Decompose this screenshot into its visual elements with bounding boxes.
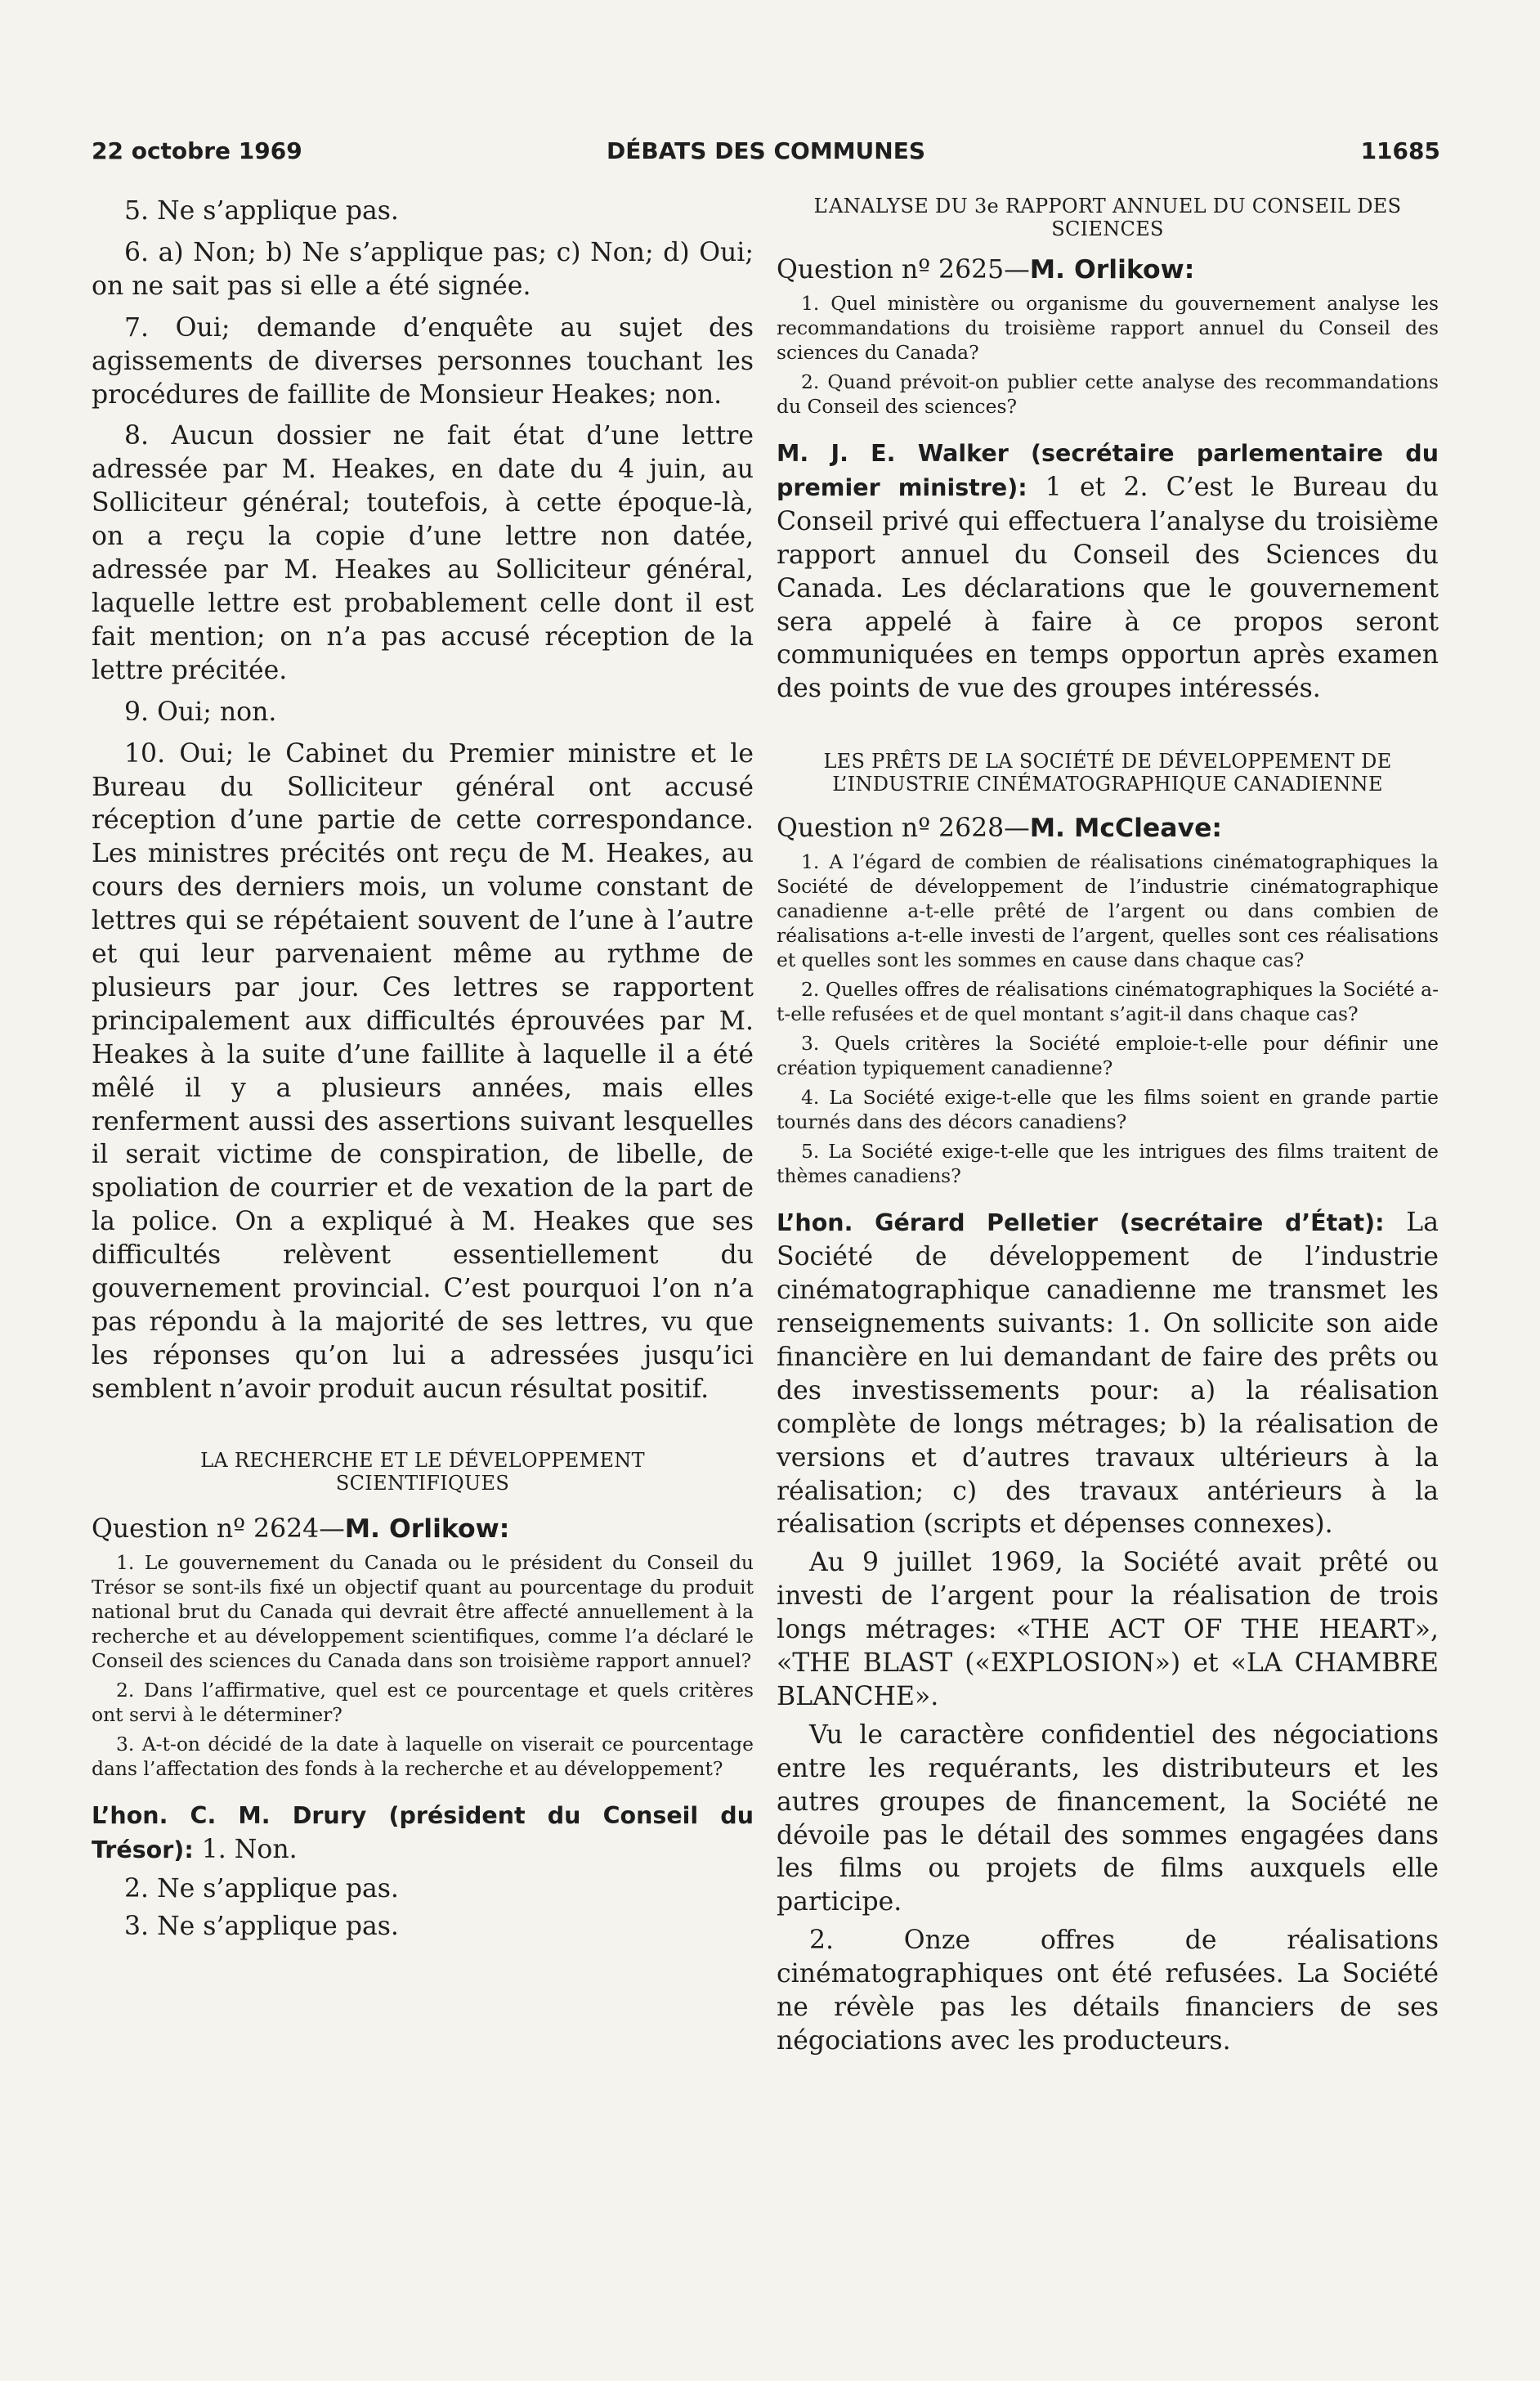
question-member: M. Orlikow: [1029, 255, 1195, 285]
paragraph-juillet: Au 9 juillet 1969, la Société avait prêté ou investi de l’argent pour la réalisation de trois longs métrages: «THE ACT OF THE HEART», «THE BLAST («EXPLOSION») et «LA CHAMBRE BLANCHE». [777, 1548, 1439, 1711]
speaker-walker: M. J. E. Walker (secrétaire parlementaire du premier ministre): [777, 440, 1439, 501]
answer-pelletier [777, 1206, 1439, 1541]
question-member: M. Orlikow: [344, 1513, 510, 1544]
speaker-pelletier: L’hon. Gérard Pelletier (secrétaire d’État): [777, 1209, 1385, 1237]
question-heading-2628 [777, 812, 1439, 845]
section-title-analyse: L’ANALYSE DU 3e RAPPORT ANNUEL DU CONSEIL DES SCIENCES [813, 195, 1402, 240]
section-title-prets: LES PRÊTS DE LA SOCIÉTÉ DE DÉVELOPPEMENT DE L’INDUSTRIE CINÉMATOGRAPHIQUE CANADIENNE [823, 750, 1392, 796]
question-label: Question nº 2624— [92, 1513, 345, 1544]
answer-walker [777, 437, 1439, 706]
question-item-3: 3. Quels critères la Société emploie-t-elle pour définir une création typiquement canadienne? [777, 1032, 1439, 1080]
question-item-1: 1. Le gouvernement du Canada ou le président du Conseil du Trésor se sont-ils fixé un objectif quant au pourcentage du produit national brut du Canada qui devrait être affecté annuellement à la recherche et au développement scientifiques, comme l’a déclaré le Conseil des sciences du Canada dans son troisième rapport annuel? [92, 1550, 754, 1672]
question-label: Question nº 2628— [777, 814, 1030, 844]
answer-drury [92, 1799, 754, 1868]
question-heading-2625 [777, 253, 1439, 286]
question-item-5: 5. La Société exige-t-elle que les intrigues des films traitent de thèmes canadiens? [777, 1140, 1439, 1188]
answer-item-8: 8. Aucun dossier ne fait état d’une lettre adressée par M. Heakes, en date du 4 juin, au Solliciteur général; toutefois, à cette époque-là, on a reçu la copie d’une lettre non datée, adressée par M. Heakes au Solliciteur général, laquelle lettre est probablement celle dont il est fait mention; on n’a pas accusé réception de la lettre précitée. [92, 421, 754, 685]
answer-item-5: 5. Ne s’applique pas. [124, 196, 399, 226]
paragraph-confidentiel: Vu le caractère confidentiel des négociations entre les requérants, les distributeurs et les autres groupes de financement, la Société ne dévoile pas le détail des sommes engagées dans les films ou projets de films auxquels elle participe. [777, 1720, 1439, 1917]
page-header [92, 137, 1440, 173]
answer-drury-2: 2. Ne s’applique pas. [124, 1873, 399, 1903]
question-item-2: 2. Quelles offres de réalisations cinématographiques la Société a-t-elle refusées et de quel montant s’agit-il dans chaque cas? [777, 978, 1439, 1026]
answer-pelletier-text: La Société de développement de l’industrie cinématographique canadienne me transmet les renseignements suivants: 1. On sollicite son aide financière en lui demandant de faire des prêts ou des investissements pour: a) la réalisation complète de longs métrages; b) la réalisation de versions et d’autres travaux ultérieurs à la réalisation; c) des travaux antérieurs à la réalisation (scripts et dépenses connexes). [777, 1208, 1439, 1540]
header-title: DÉBATS DES COMMUNES [606, 137, 926, 164]
answer-drury-text: 1. Non. [193, 1834, 298, 1864]
question-heading-2624 [92, 1513, 754, 1545]
right-column [777, 195, 1439, 2058]
answer-item-6: 6. a) Non; b) Ne s’applique pas; c) Non; d) Oui; on ne sait pas si elle a été signée. [92, 237, 754, 301]
speaker-drury: L’hon. C. M. Drury (président du Conseil du Trésor): [92, 1801, 754, 1863]
question-item-3: 3. A-t-on décidé de la date à laquelle on viserait ce pourcentage dans l’affectation des fonds à la recherche et au développement? [92, 1732, 754, 1780]
question-label: Question nº 2625— [777, 255, 1030, 285]
question-item-4: 4. La Société exige-t-elle que les films soient en grande partie tournés dans des décors canadiens? [777, 1086, 1439, 1134]
answer-item-7: 7. Oui; demande d’enquête au sujet des agissements de diverses personnes touchant les procédures de faillite de Monsieur Heakes; non. [92, 312, 754, 410]
question-item-1: 1. A l’égard de combien de réalisations cinématographiques la Société de développement de l’industrie cinématographique canadienne a-t-elle prêté de l’argent ou dans combien de réalisations a-t-elle investi de l’argent, quelles sont ces réalisations et quelles sont les sommes en cause dans chaque cas? [777, 850, 1439, 972]
question-item-1: 1. Quel ministère ou organisme du gouvernement analyse les recommandations du troisième rapport annuel du Conseil des sciences du Canada? [777, 292, 1439, 364]
answer-item-9: 9. Oui; non. [124, 697, 277, 727]
left-column [92, 195, 754, 1944]
answer-drury-3: 3. Ne s’applique pas. [124, 1912, 399, 1942]
question-item-2: 2. Quand prévoit-on publier cette analyse des recommandations du Conseil des sciences? [777, 370, 1439, 418]
paragraph-onze-offres: 2. Onze offres de réalisations cinématographiques ont été refusées. La Société ne révèle pas les détails financiers de ses négociations avec les producteurs. [777, 1926, 1439, 2056]
answer-walker-text: 1 et 2. C’est le Bureau du Conseil privé qui effectuera l’analyse du troisième rapport annuel du Conseil des Sciences du Canada. Les déclarations que le gouvernement sera appelé à faire à ce propos seront communiquées en temps opportun après examen des points de vue des groupes intéressés. [777, 472, 1439, 704]
header-date: 22 octobre 1969 [92, 137, 302, 164]
question-member: M. McCleave: [1029, 814, 1223, 844]
answer-item-10: 10. Oui; le Cabinet du Premier ministre et le Bureau du Solliciteur général ont accusé réception d’une partie de cette correspondance. Les ministres précités ont reçu de M. Heakes, au cours des derniers mois, un volume constant de lettres qui se répétaient souvent de l’une à l’autre et qui leur parvenaient même au rythme de plusieurs par jour. Ces lettres se rapportent principalement aux difficultés éprouvées par M. Heakes à la suite d’une faillite à laquelle il a été mêlé il y a plusieurs années, mais elles renferment aussi des assertions suivant lesquelles il serait victime de conspiration, de libelle, de spoliation de courrier et de vexation de la part de la police. On a expliqué à M. Heakes que ses difficultés relèvent essentiellement du gouvernement provincial. C’est pourquoi l’on n’a pas répondu à la majorité de ses lettres, vu que les réponses qu’on lui a adressées jusqu’ici semblent n’avoir produit aucun résultat positif. [92, 738, 754, 1404]
question-item-2: 2. Dans l’affirmative, quel est ce pourcentage et quels critères ont servi à le déterminer? [92, 1678, 754, 1726]
header-page-number: 11685 [1360, 137, 1440, 164]
section-title-recherche: LA RECHERCHE ET LE DÉVELOPPEMENT SCIENTIFIQUES [200, 1448, 645, 1495]
